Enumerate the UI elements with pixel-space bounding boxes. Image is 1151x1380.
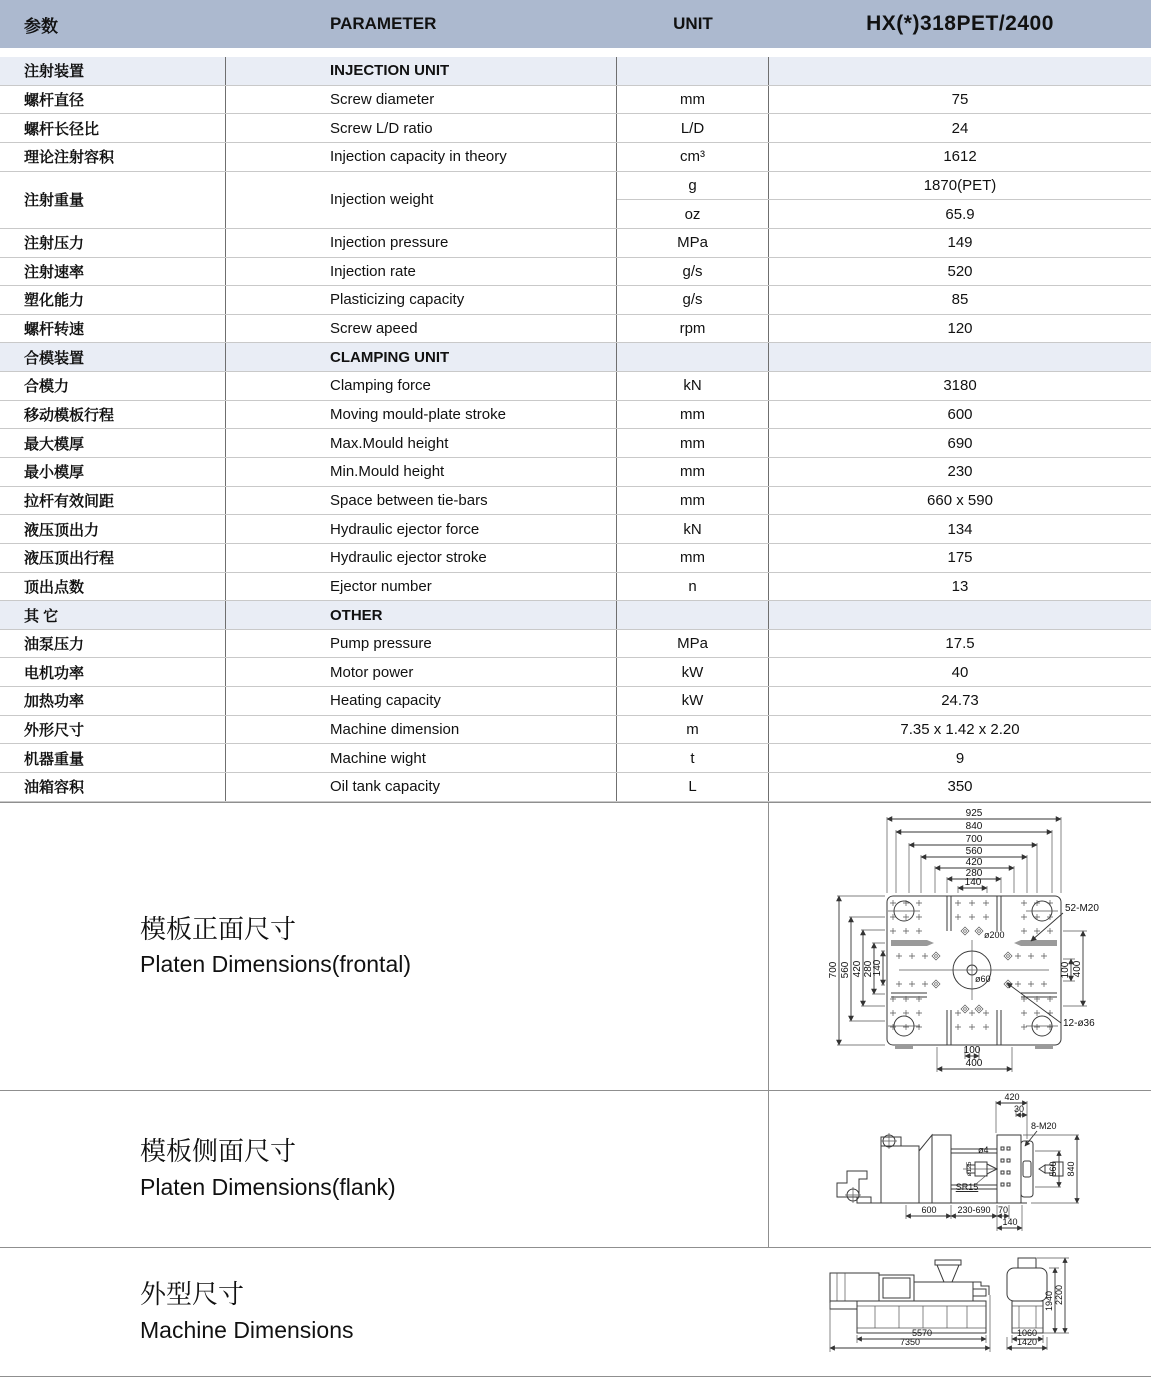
value-cell: 17.5 [945,635,975,653]
frontal-dim-l280: 280 [863,960,874,978]
table-row [0,515,1151,544]
frontal-dim-560: 560 [965,846,983,858]
param-cn: 液压顶出行程 [0,544,226,572]
machine-dim-1940: 1940 [1044,1291,1054,1312]
diagram-section-machine [0,1248,1151,1376]
param-en: Clamping force [226,372,617,400]
table-row [0,716,1151,745]
machine-label-en: Machine Dimensions [140,1316,354,1343]
param-cn: 加热功率 [0,687,226,715]
unit-cell: mm [617,487,769,515]
param-en: Min.Mould height [226,458,617,486]
value-cell: 175 [947,549,973,567]
unit-cell: m [617,716,769,744]
unit-cell: mm [617,401,769,429]
header-unit: UNIT [673,14,713,33]
param-cn: 液压顶出力 [0,515,226,543]
table-row [0,687,1151,716]
param-cn: 油箱容积 [0,773,226,801]
value-cell: 600 [947,406,973,424]
frontal-dim-l420: 420 [852,960,863,978]
flank-label-sr15: SR15 [955,1182,979,1193]
flank-label-o4: ø4 [978,1145,989,1156]
section-title-cn: 其 它 [0,601,226,629]
diagram-section-flank [0,1091,1151,1248]
param-cn: 合模力 [0,372,226,400]
frontal-label-52-m20: 52-M20 [1065,903,1099,915]
unit-cell: oz [617,200,769,228]
table-header [0,0,1151,48]
param-en: Hydraulic ejector stroke [226,544,617,572]
param-cn: 外形尺寸 [0,716,226,744]
unit-cell: kN [617,372,769,400]
machine-dim-5570: 5570 [911,1328,933,1339]
param-en: Max.Mould height [226,429,617,457]
value-cell: 24.73 [941,692,979,710]
table-row [0,229,1151,258]
section-title-cn: 注射装置 [0,57,226,85]
value-cell: 230 [947,463,973,481]
spec-table [0,57,1151,802]
value-cell: 149 [947,234,973,252]
table-row [0,258,1151,287]
unit-cell: g [617,172,769,200]
section-row-clamping [0,343,1151,372]
section-row-other [0,601,1151,630]
frontal-dim-l700: 700 [828,961,839,979]
frontal-dim-140: 140 [964,877,982,889]
table-row [0,143,1151,172]
param-cn: 螺杆转速 [0,315,226,343]
param-cn: 最小模厚 [0,458,226,486]
param-cn: 顶出点数 [0,573,226,601]
machine-dim-7350: 7350 [899,1337,921,1348]
param-cn: 塑化能力 [0,286,226,314]
section-row-injection [0,57,1151,86]
param-cn: 机器重量 [0,744,226,772]
value-cell: 350 [947,778,973,796]
flank-dim-840: 840 [1066,1161,1076,1177]
frontal-dim-700: 700 [965,834,983,846]
value-cell: 134 [947,520,973,538]
section-title-en: INJECTION UNIT [226,57,617,85]
frontal-dim-280: 280 [965,868,983,880]
unit-cell: kW [617,658,769,686]
table-row [0,315,1151,344]
param-cn: 拉杆有效间距 [0,487,226,515]
param-cn: 螺杆直径 [0,86,226,114]
unit-cell: mm [617,429,769,457]
flank-platen-drawing [769,1091,1151,1246]
param-cn: 理论注射容积 [0,143,226,171]
table-row-injection-weight [0,172,1151,229]
value-cell: 3180 [943,377,977,395]
param-en: Screw diameter [226,86,617,114]
flank-label-en: Platen Dimensions(flank) [140,1173,396,1200]
table-row [0,372,1151,401]
unit-cell: MPa [617,229,769,257]
machine-dim-2200: 2200 [1054,1285,1064,1306]
param-en: Hydraulic ejector force [226,515,617,543]
unit-cell: cm³ [617,143,769,171]
unit-cell: kN [617,515,769,543]
frontal-label-o60: ø60 [975,974,991,985]
header-param-cn: 参数 [24,16,58,36]
table-row [0,544,1151,573]
table-row [0,573,1151,602]
frontal-label-o200: ø200 [984,930,1005,941]
section-title-cn: 合模装置 [0,343,226,371]
value-cell: 24 [951,119,969,137]
param-en: Injection pressure [226,229,617,257]
value-cell: 9 [955,749,965,767]
frontal-dim-r100: 100 [1060,961,1071,979]
param-en: Screw L/D ratio [226,114,617,142]
param-cn: 移动模板行程 [0,401,226,429]
header-param-en: PARAMETER [330,14,437,33]
frontal-label-en: Platen Dimensions(frontal) [140,951,412,978]
unit-cell: rpm [617,315,769,343]
param-en: Plasticizing capacity [226,286,617,314]
table-row [0,630,1151,659]
frontal-platen-drawing [769,803,1151,1089]
table-row [0,773,1151,802]
value-cell: 40 [951,663,969,681]
flank-dim-140: 140 [1002,1217,1018,1228]
table-row [0,401,1151,430]
unit-cell: mm [617,86,769,114]
value-cell: 65.9 [945,205,975,223]
param-cn: 螺杆长径比 [0,114,226,142]
value-cell: 85 [951,291,969,309]
section-title-en: CLAMPING UNIT [226,343,617,371]
param-cn: 注射压力 [0,229,226,257]
param-en: Moving mould-plate stroke [226,401,617,429]
flank-dim-560: 560 [1048,1161,1058,1177]
unit-cell: MPa [617,630,769,658]
param-cn: 注射速率 [0,258,226,286]
frontal-dim-b400: 400 [965,1058,983,1070]
unit-cell: g/s [617,258,769,286]
param-en: Screw apeed [226,315,617,343]
frontal-label-cn: 模板正面尺寸 [140,913,297,944]
param-en: Ejector number [226,573,617,601]
frontal-dim-r400: 400 [1072,960,1083,978]
unit-cell: n [617,573,769,601]
diagram-section-frontal [0,803,1151,1091]
table-row [0,286,1151,315]
table-row [0,744,1151,773]
value-cell: 120 [947,320,973,338]
section-title-en: OTHER [226,601,617,629]
value-cell: 660 x 590 [927,491,993,509]
frontal-dim-925: 925 [965,808,983,820]
unit-cell: mm [617,544,769,572]
param-en: Oil tank capacity [226,773,617,801]
header-gap [0,48,1151,57]
param-cn: 最大模厚 [0,429,226,457]
value-cell: 1612 [943,148,977,166]
unit-cell: kW [617,687,769,715]
frontal-dim-420: 420 [965,857,983,869]
param-cn: 油泵压力 [0,630,226,658]
table-row [0,86,1151,115]
flank-dim-30: 30 [1013,1104,1025,1115]
param-en: Machine wight [226,744,617,772]
value-cell: 7.35 x 1.42 x 2.20 [900,721,1020,739]
flank-dim-230-690: 230-690 [957,1205,991,1216]
param-en: Space between tie-bars [226,487,617,515]
machine-dim-1420: 1420 [1016,1337,1038,1348]
unit-cell: mm [617,458,769,486]
table-row [0,487,1151,516]
param-en: Pump pressure [226,630,617,658]
param-cn: 注射重量 [0,172,226,228]
param-en: Machine dimension [226,716,617,744]
unit-cell: t [617,744,769,772]
flank-label-o125: ø125 [966,1161,973,1177]
frontal-dim-l140: 140 [872,959,883,977]
frontal-dim-b100: 100 [963,1045,981,1057]
frontal-label-12-o36: 12-ø36 [1063,1018,1095,1030]
diagram-area [0,802,1151,1377]
param-en: Injection weight [226,172,617,228]
header-model: HX(*)318PET/2400 [866,12,1054,35]
param-cn: 电机功率 [0,658,226,686]
table-row [0,658,1151,687]
flank-dim-70: 70 [997,1205,1009,1216]
value-cell: 13 [951,577,969,595]
machine-dim-1060: 1060 [1016,1328,1038,1339]
unit-cell: L [617,773,769,801]
value-cell: 75 [951,90,969,108]
unit-cell: g/s [617,286,769,314]
table-row [0,429,1151,458]
flank-dim-420: 420 [1004,1092,1020,1103]
machine-label-cn: 外型尺寸 [140,1279,245,1310]
param-en: Injection capacity in theory [226,143,617,171]
unit-cell: L/D [617,114,769,142]
param-en: Injection rate [226,258,617,286]
flank-label-cn: 模板侧面尺寸 [140,1136,297,1167]
machine-dimensions-drawing [815,1249,1145,1374]
frontal-dim-840: 840 [965,821,983,833]
param-en: Heating capacity [226,687,617,715]
value-cell: 520 [947,262,973,280]
value-cell: 1870(PET) [923,176,997,194]
value-cell: 690 [947,434,973,452]
flank-dim-600: 600 [921,1205,937,1216]
table-row [0,114,1151,143]
flank-label-8-m20: 8-M20 [1031,1121,1057,1132]
frontal-dim-l560: 560 [840,961,851,979]
table-row [0,458,1151,487]
param-en: Motor power [226,658,617,686]
